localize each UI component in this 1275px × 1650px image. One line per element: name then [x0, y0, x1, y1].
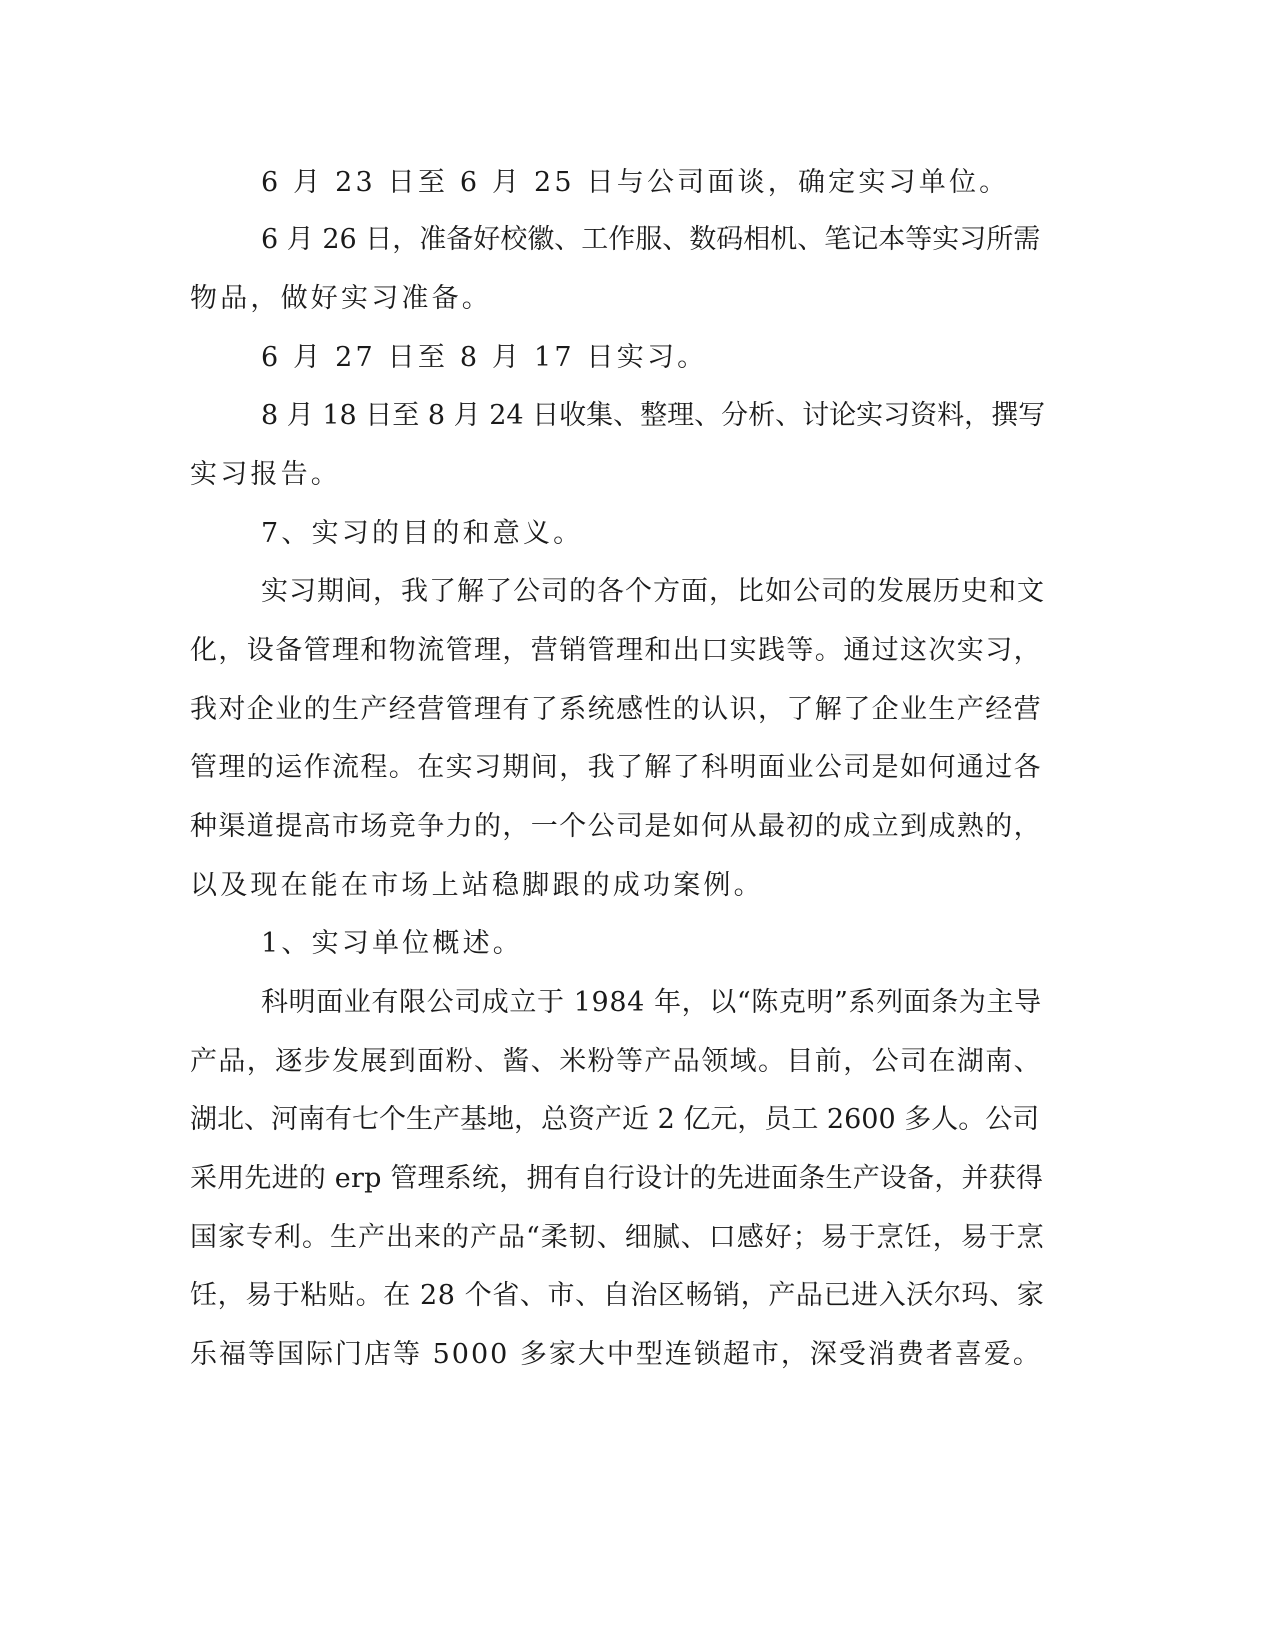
paragraph-overview-line-6: 饪，易于粘贴。在 28 个省、市、自治区畅销，产品已进入沃尔玛、家 — [190, 1280, 1045, 1311]
paragraph-overview-line-7: 乐福等国际门店等 5000 多家大中型连锁超市，深受消费者喜爱。 — [190, 1339, 1042, 1370]
paragraph-purpose-line-4: 管理的运作流程。在实习期间，我了解了科明面业公司是如何通过各 — [190, 752, 1042, 783]
paragraph-overview-line-2: 产品，逐步发展到面粉、酱、米粉等产品领域。目前，公司在湖南、 — [190, 1046, 1042, 1077]
paragraph-purpose-line-5: 种渠道提高市场竞争力的，一个公司是如何从最初的成立到成熟的， — [190, 811, 1042, 842]
paragraph-purpose-line-6: 以及现在能在市场上站稳脚跟的成功案例。 — [190, 870, 764, 901]
schedule-line-1: 6 月 23 日至 6 月 25 日与公司面谈，确定实习单位。 — [261, 167, 1010, 198]
paragraph-purpose-line-3: 我对企业的生产经营管理有了系统感性的认识，了解了企业生产经营 — [190, 694, 1042, 725]
paragraph-purpose-line-1: 实习期间，我了解了公司的各个方面，比如公司的发展历史和文 — [261, 576, 1045, 607]
section-heading-overview: 1、实习单位概述。 — [261, 928, 523, 959]
paragraph-overview-line-5: 国家专利。生产出来的产品“柔韧、细腻、口感好；易于烹饪，易于烹 — [190, 1222, 1045, 1253]
section-heading-purpose: 7、实习的目的和意义。 — [261, 518, 584, 549]
schedule-line-3: 6 月 27 日至 8 月 17 日实习。 — [261, 342, 708, 373]
schedule-line-4: 8 月 18 日至 8 月 24 日收集、整理、分析、讨论实习资料，撰写 — [261, 400, 1046, 431]
schedule-line-4-cont: 实习报告。 — [190, 459, 341, 490]
paragraph-overview-line-4: 采用先进的 erp 管理系统，拥有自行设计的先进面条生产设备，并获得 — [190, 1163, 1044, 1194]
schedule-line-2: 6 月 26 日，准备好校徽、工作服、数码相机、笔记本等实习所需 — [261, 224, 1041, 255]
paragraph-overview-line-1: 科明面业有限公司成立于 1984 年，以“陈克明”系列面条为主导 — [261, 987, 1042, 1018]
paragraph-overview-line-3: 湖北、河南有七个生产基地，总资产近 2 亿元，员工 2600 多人。公司 — [190, 1104, 1040, 1135]
schedule-line-2-cont: 物品，做好实习准备。 — [190, 283, 492, 314]
paragraph-purpose-line-2: 化，设备管理和物流管理，营销管理和出口实践等。通过这次实习， — [190, 635, 1042, 666]
